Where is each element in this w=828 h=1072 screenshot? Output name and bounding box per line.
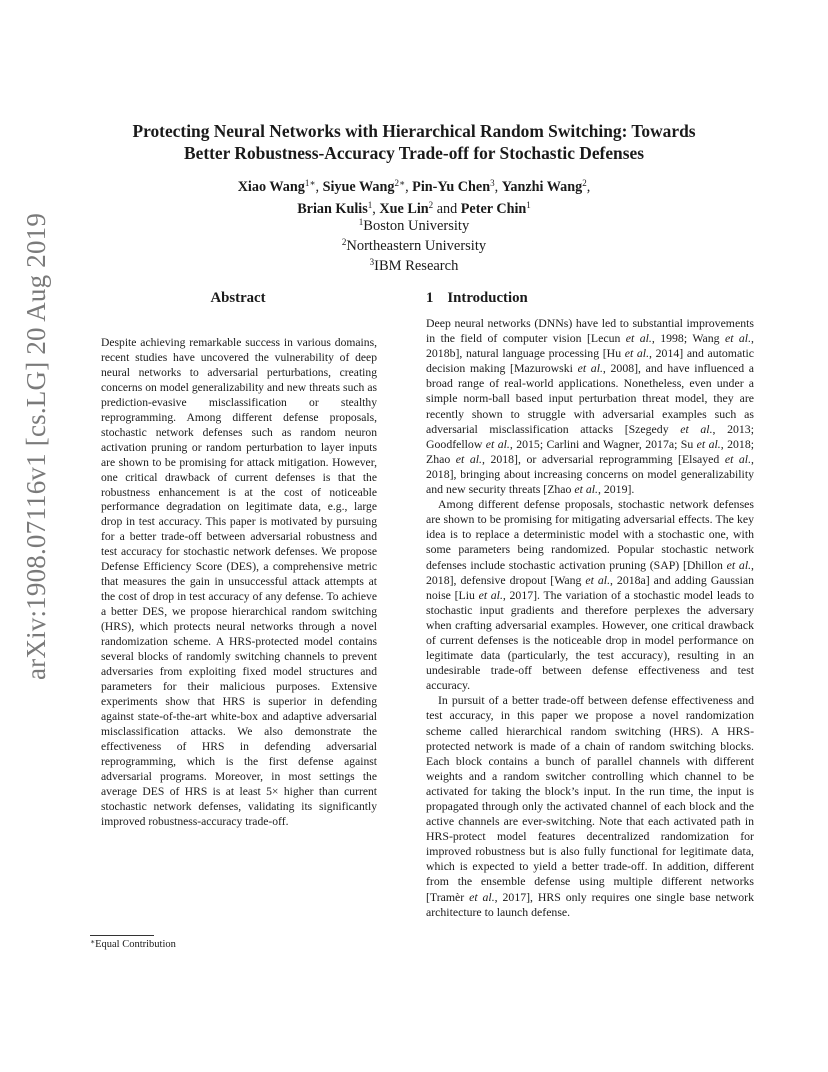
introduction-text: [426, 316, 754, 920]
abstract-text: Despite achieving remarkable success in various domains, recent studies have uncovered the vulnerability of deep neural networks to adversarial perturbations, creating concerns on model generalizability and new threats such as prediction-evasive misclassification or stealthy reprogramming. Among different defense proposals, stochastic network defenses such as random neuron activation pruning or random perturbation to layer inputs are shown to be promising for attack mitigation. However, one critical drawback of current defenses is that the robustness enhancement is at the cost of noticeable performance degradation on legitimate data, e.g., large drop in test accuracy. This paper is motivated by pursuing for a better trade-off between adversarial robustness and test accuracy for stochastic network defenses. We propose Defense Efficiency Score (DES), a comprehensive metric that measures the gain in unsuccessful attack attempts at the cost of drop in test accuracy of any defense. To achieve a better DES, we propose hierarchical random switching (HRS), which protects neural networks through a novel randomization scheme. A HRS-protected model contains several blocks of randomly switching channels to prevent adversaries from exploiting fixed model structures and parameters for their malicious purposes. Extensive experiments show that HRS is superior in defending against state-of-the-art white-box and adaptive adversarial misclassification attacks. We also demonstrate the effectiveness of HRS in defending adversarial reprogramming, which is the first defense against adversarial programs. Moreover, in most settings the average DES of HRS is at least 5× higher than current stochastic network defenses, validating its significantly improved robustness-accuracy trade-off.: [101, 336, 377, 828]
affiliation: [90, 256, 738, 276]
affiliations: [90, 216, 738, 276]
author-name: Peter Chin: [460, 201, 527, 217]
title-line-1: Protecting Neural Networks with Hierarchical Random Switching: Towards: [132, 121, 696, 141]
paragraph: In pursuit of a better trade-off between defense effectiveness and test accuracy, in this paper we propose a novel randomization scheme called hierarchical random switching (HRS). A HRS-protected network is made of a chain of random switching blocks. Each block contains a bunch of parallel channels with different weights and a random switcher controlling which channel to be activated for taking the block’s input. In the run time, the input is propagated through only the activated channel of each block and the active channels are ever-switching. Note that each activated path in HRS-protect model features decentralized randomization for improved robustness but is also fully functional for legitimate data, which is expected to yield a better trade-off. In addition, different from the ensemble defense using multiple different networks [Tramèr et al., 2017], HRS only requires one single base network architecture to launch defense.: [426, 693, 754, 919]
section-number: 1: [426, 290, 434, 306]
affiliation-mark: 1: [358, 217, 364, 227]
paragraph: Among different defense proposals, stochastic network defenses are shown to be promising for mitigating adversarial effects. The key idea is to replace a deterministic model with a stochastic one, with some parameters being randomized. Popular stochastic network defenses include stochastic activation pruning (SAP) [Dhillon et al., 2018], defensive dropout [Wang et al., 2018a] and adding Gaussian noise [Liu et al., 2017]. The variation of a stochastic model leads to stochastic input gradients and therefore perplexes the adversary when crafting adversarial examples. However, one critical drawback of current defenses is the noticeable drop in model performance on legitimate data (particularly, the test accuracy), resulting in an undesirable trade-off between defense effectiveness and test accuracy.: [426, 497, 754, 693]
author-affil-mark: 2∗: [394, 178, 406, 188]
title-line-2: Better Robustness-Accuracy Trade-off for Stochastic Defenses: [184, 143, 644, 163]
author-name: Brian Kulis: [297, 201, 368, 217]
section-heading-introduction: [426, 290, 528, 307]
author-name: Pin-Yu Chen: [412, 179, 491, 195]
author-line-1: Xiao Wang$^{1∗}$, Siyue Wang$^{2∗}$, Pin-Yu Chen$^3$, Yanzhi Wang$^2$,: [237, 178, 591, 195]
author-name: Siyue Wang: [322, 179, 395, 195]
affiliation-mark: 3: [369, 257, 375, 267]
affiliation-mark: 2: [341, 237, 347, 247]
affiliation: [90, 236, 738, 256]
footnote: [90, 939, 176, 950]
author-affil-mark: 1: [526, 200, 531, 210]
author-affil-mark: 2: [428, 200, 434, 210]
footnote-rule: [90, 935, 154, 936]
author-affil-mark: 1∗: [304, 178, 316, 188]
author-affil-mark: 3: [490, 178, 495, 188]
author-affil-mark: 2: [582, 178, 587, 188]
arxiv-identifier: arXiv:1908.07116v1 [cs.LG] 20 Aug 2019: [21, 212, 51, 680]
author-affil-mark: 1: [367, 200, 373, 210]
affiliation-name: Boston University: [363, 218, 470, 234]
author-list: [90, 176, 738, 220]
author-name: Xiao Wang: [237, 179, 305, 195]
author-and: and: [436, 201, 458, 217]
affiliation: [90, 216, 738, 236]
footnote-text: Equal Contribution: [95, 939, 176, 950]
section-title: Introduction: [447, 290, 528, 306]
author-line-2: Brian Kulis$^1$, Xue Lin$^2$ and Peter Chin$^1$: [297, 200, 531, 217]
author-name: Xue Lin: [379, 201, 429, 217]
affiliation-name: Northeastern University: [346, 238, 487, 254]
abstract-heading: Abstract: [210, 290, 266, 306]
paper-title: [90, 120, 738, 164]
affiliation-name: IBM Research: [374, 258, 459, 274]
paragraph: Deep neural networks (DNNs) have led to substantial improvements in the field of computer vision [Lecun et al., 1998; Wang et al., 2018b], natural language processing [Hu et al., 2014] and automatic decision making [Mazurowski et al., 2008], and have influenced a broad range of real-world applications. Nonetheless, even under a simple norm-ball based input perturbation threat model, they are recently shown to struggle with adversarial examples such as adversarial misclassification attacks [Szegedy et al., 2013; Goodfellow et al., 2015; Carlini and Wagner, 2017a; Su et al., 2018; Zhao et al., 2018], or adversarial reprogramming [Elsayed et al., 2018], bringing about increasing concerns on model generalizability and new security threats [Zhao et al., 2019].: [426, 316, 755, 497]
footnote-mark: ∗: [90, 937, 96, 946]
author-name: Yanzhi Wang: [501, 179, 583, 195]
